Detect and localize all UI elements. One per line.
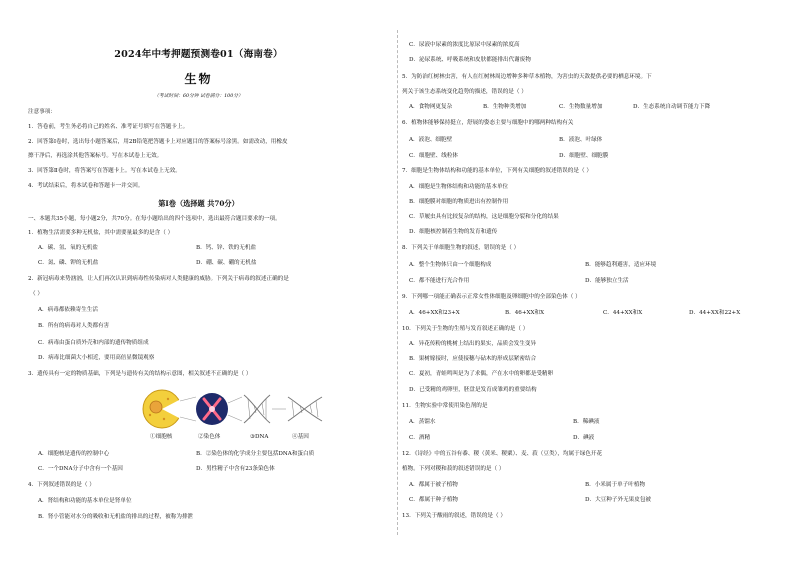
- option: D．碘液: [573, 435, 595, 441]
- notes-line: 2．回答第Ⅰ卷时，选出每小题答案后，用2B铅笔把答题卡上对应题目的答案标号涂黑。如需改动，用橡皮: [28, 139, 288, 145]
- option: D．泌尿系统、呼吸系统和皮肤都能排出代谢废物: [409, 57, 531, 63]
- genetics-figure: [140, 385, 330, 441]
- chromosome-image: [196, 393, 228, 425]
- question-stem: 12．《诗经》中的五谷有黍、稷（黄米、稷粟）、麦、菽（豆类），均属于绿色开花: [402, 451, 603, 457]
- notes-line: 擦干净后，再选涂其他答案标号。写在本试卷上无效。: [28, 153, 163, 159]
- option: C．生物数量增加: [559, 104, 603, 110]
- subject-title: 生物: [184, 72, 213, 86]
- option: B．能够趋利避害，适应环境: [585, 262, 657, 268]
- question-stem: 列关于该生态系统变化趋势的描述，错误的是（ ）: [402, 89, 527, 95]
- option: A．46+XX和23+X: [409, 310, 460, 316]
- option: C．44+XX和X: [603, 310, 643, 316]
- option: B．所有的病毒对人类都有害: [38, 323, 110, 329]
- option: C．都属于种子植物: [409, 497, 459, 503]
- question-stem: 1．植物生活需要多种无机盐，其中需要量最多的是含（ ）: [28, 230, 174, 236]
- question-stem: （ ）: [30, 291, 43, 297]
- option: D．男性精子中含有23条染色体: [196, 466, 275, 472]
- dna-image: [244, 395, 270, 423]
- option: A．异花传粉的桃树上结出的果实，品质会发生变异: [409, 341, 537, 347]
- option: D．细胞壁、细胞膜: [559, 153, 609, 159]
- part1-intro: 一、本题共35小题，每小题2分，共70分。在每小题给出的四个选项中，选出最符合题目要求的一项。: [28, 216, 281, 222]
- option: D．44+XX和22+X: [689, 310, 741, 316]
- option: B．小米属于单子叶植物: [585, 482, 646, 488]
- part1-heading: 第Ⅰ卷（选择题 共70分）: [158, 199, 239, 208]
- option: B．②染色体的化学成分主要包括DNA和蛋白质: [196, 451, 315, 457]
- option: D．生态系统自动调节能力下降: [633, 104, 711, 110]
- option: D．已受精的鸡卵里，胚盘是发育成雏鸡的重要结构: [409, 387, 537, 393]
- option: B．果树嫁接时，应使接穗与砧木的形成层紧密结合: [409, 356, 537, 362]
- question-stem: 5．为防治红树林虫害，有人在红树林周边增种多种草本植物，为害虫的天敌提供必要的栖息环境。下: [402, 74, 652, 80]
- option: A．整个生物体只由一个细胞构成: [409, 262, 492, 268]
- option: A．碳、氢、氧的无机盐: [38, 245, 98, 251]
- option: C．都不能进行光合作用: [409, 278, 470, 284]
- cell-nucleus-image: [143, 390, 184, 428]
- question-stem: 6．植物体能够保持挺立，舒展的姿态主要与细胞中的哪两种结构有关: [402, 120, 574, 126]
- question-stem: 4．下列叙述错误的是（ ）: [28, 482, 95, 488]
- option: C．一个DNA分子中含有一个基因: [38, 466, 123, 472]
- notes-line: 4．考试结束后，将本试卷和答题卡一并交回。: [28, 183, 144, 189]
- option: D．硼、碳、硼的无机盐: [196, 260, 257, 266]
- option: A．液泡、细胞壁: [409, 137, 453, 143]
- option: B．稀碘液: [573, 419, 600, 425]
- option: C．酒精: [409, 435, 431, 441]
- question-stem: 3．遗传具有一定的物质基础，下列是与遗传有关的结构示意图，相关叙述不正确的是（ ）: [28, 371, 252, 377]
- option: C．氮、磷、钾的无机盐: [38, 260, 99, 266]
- option: D．大豆种子外无果皮包被: [585, 497, 652, 503]
- question-stem: 13．下列关于酸雨的叙述，错误的是（ ）: [402, 513, 506, 519]
- notes-heading: 注意事项：: [28, 109, 56, 115]
- genetics-figure-art: [140, 385, 330, 433]
- question-stem: 9．下列哪一项能正确表示正常女性体细胞及卵细胞中的全部染色体（ ）: [402, 294, 581, 300]
- option: D．病毒比细菌大小相近，要用高倍显微镜观察: [38, 355, 155, 361]
- question-stem: 植物。下列对稷和菽的叙述错误的是（ ）: [402, 466, 505, 472]
- gene-image: [288, 397, 322, 421]
- option: C．尿液中尿素的浓度比原尿中尿素的浓度高: [409, 42, 520, 48]
- figure-label-gene: ④基因: [292, 434, 309, 440]
- question-stem: 11．生物实验中常使用染色剂的是: [402, 403, 488, 409]
- option: B．生物种类增加: [483, 104, 527, 110]
- option: B．钙、锌、铁的无机盐: [196, 245, 257, 251]
- question-stem: 2．新冠病毒来势汹汹，让人们再次认识到病毒性传染病对人类健康的威胁。下列关于病毒的叙述正确的是: [28, 276, 289, 282]
- option: B．肾小管能对水分的吸收和无机盐的排出的过程，被称为排泄: [38, 514, 194, 520]
- option: A．蒸馏水: [409, 419, 436, 425]
- option: D．能够独立生活: [585, 278, 629, 284]
- option: C．夏初，青蛙鸣叫是为了求偶，产在水中的卵都是受精卵: [409, 371, 554, 377]
- option: B．细胞膜对细胞的物质进出有控制作用: [409, 199, 509, 205]
- option: B．46+XX和X: [505, 310, 545, 316]
- column-divider: [397, 30, 398, 535]
- question-stem: 8．下列关于单细胞生物的叙述，错误的是（ ）: [402, 245, 520, 251]
- option: A．肾结构和功能的基本单位是肾单位: [38, 498, 132, 504]
- option: C．草履虫具有比较复杂的结构，这是细胞分裂和分化的结果: [409, 214, 559, 220]
- option: A．细胞核是遗传的控制中心: [38, 451, 110, 457]
- notes-line: 1．答卷前，考生务必将自己的姓名、准考证号填写在答题卡上。: [28, 124, 189, 130]
- figure-label-dna: ③DNA: [250, 434, 269, 440]
- figure-label-nucleus: ①细胞核: [150, 434, 173, 440]
- option: A．都属于被子植物: [409, 482, 458, 488]
- question-stem: 10．下列关于生物的生殖与发育叙述正确的是（ ）: [402, 326, 529, 332]
- exam-meta: （考试时间：60分钟 试卷满分：100分）: [154, 94, 243, 99]
- figure-label-chromosome: ②染色体: [198, 434, 221, 440]
- option: D．细胞核控制着生物的发育和遗传: [409, 229, 498, 235]
- option: A．细胞是生物体结构和功能的基本单位: [409, 184, 509, 190]
- option: C．细胞壁、线粒体: [409, 153, 459, 159]
- option: A．食物网更复杂: [409, 104, 453, 110]
- option: B．液泡、叶绿体: [559, 137, 603, 143]
- option: C．病毒由蛋白质外壳和内部的遗传物质组成: [38, 340, 149, 346]
- notes-line: 3．回答第Ⅱ卷时，将答案写在答题卡上。写在本试卷上无效。: [28, 168, 181, 174]
- exam-title: 2024年中考押题预测卷01（海南卷）: [114, 49, 283, 60]
- question-stem: 7．细胞是生物体结构和功能的基本单位，下列有关细胞的叙述错误的是（ ）: [402, 168, 592, 174]
- option: A．病毒都依赖寄生生活: [38, 307, 98, 313]
